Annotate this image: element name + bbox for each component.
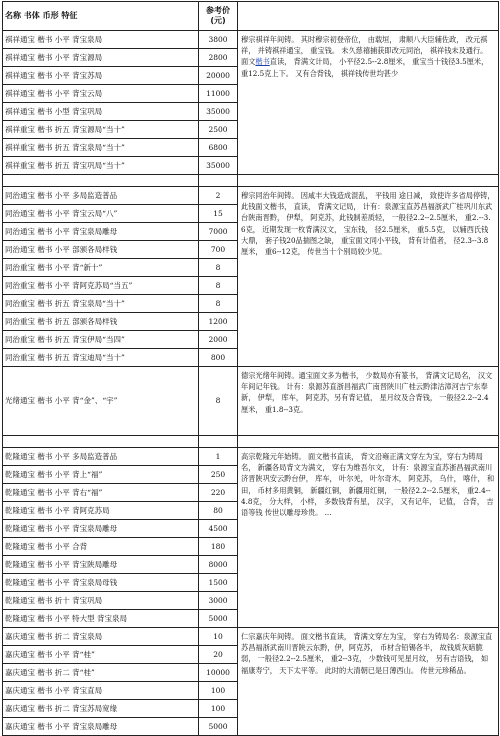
coin-price-cell: 35000 [199, 103, 238, 121]
coin-price-cell: 80 [199, 502, 238, 520]
coin-price-cell: 1500 [199, 574, 238, 592]
coin-name-cell: 乾隆通宝 楷书 小平 背右“福” [3, 484, 199, 502]
coin-price-cell: 10000 [199, 664, 238, 682]
coin-price-cell: 20 [199, 646, 238, 664]
coin-name-cell: 同治通宝 楷书 小平 部颁各局样钱 [3, 241, 199, 259]
coin-name-cell: 同治通宝 楷书 小平 背宝泉局雕母 [3, 223, 199, 241]
coin-name-cell: 祺祥重宝 楷书 折五 背宝巩局“当十” [3, 157, 199, 175]
coin-name-cell: 乾隆通宝 楷书 小平 背宝陕局雕母 [3, 556, 199, 574]
coin-name-cell: 同治重宝 楷书 折五 背宝迪局“当十” [3, 349, 199, 367]
header-price-label: 参考价 [206, 6, 230, 15]
coin-price-cell: 35000 [199, 157, 238, 175]
coin-name-cell: 嘉庆通宝 楷书 小平 背宝泉局雕母 [3, 718, 199, 736]
coin-name-cell: 同治通宝 楷书 小平 背宝云局“八” [3, 205, 199, 223]
description-link[interactable]: 楷书 [255, 57, 270, 67]
section-description [238, 31, 499, 175]
table-row [3, 187, 499, 205]
coin-price-cell: 6800 [199, 139, 238, 157]
coin-name-cell: 同治重宝 楷书 小平 背“新十” [3, 259, 199, 277]
coin-price-cell: 700 [199, 241, 238, 259]
coin-price-cell: 1 [199, 448, 238, 466]
coin-name-cell: 嘉庆通宝 楷书 小平 背“桂” [3, 646, 199, 664]
coin-name-cell: 祺祥通宝 楷书 小平 背宝云局 [3, 85, 199, 103]
coin-price-cell: 5000 [199, 610, 238, 628]
coin-price-cell: 11000 [199, 85, 238, 103]
coin-price-cell: 250 [199, 466, 238, 484]
coin-price-cell: 8 [199, 367, 238, 436]
table-row [3, 367, 499, 436]
coin-price-cell: 100 [199, 700, 238, 718]
coin-name-cell: 祺祥通宝 楷书 小型 背宝巩局 [3, 103, 199, 121]
coin-price-cell: 180 [199, 538, 238, 556]
coin-name-cell: 同治重宝 楷书 折五 部颁各局样钱 [3, 313, 199, 331]
coin-price-cell: 7000 [199, 223, 238, 241]
section-description: 德宗光绪年间铸。通宝面文多为楷书， 少数局亦有篆书， 背满文记局名， 汉文年间记年钱。 计有：泉源苏直浙昌福武广南晋陕川广桂云黔津沽漳河吉宁东奉新， 伊犁， 库车， 阿克苏，另有背记值， 星月纹及合背钱， 一般径2.2--2.4厘米， 重1.8--3克。 [238, 367, 499, 436]
coin-price-cell: 2500 [199, 121, 238, 139]
coin-name-cell: 同治重宝 楷书 折五 背宝伊局“当四” [3, 331, 199, 349]
coin-price-cell: 220 [199, 484, 238, 502]
description-text: 直读， 背满文计局， 小平径2.5--2.8厘米， 重宝当十钱径3.5厘米， 重12.5克上下。 又有合背钱， 祺祥钱传世均甚少 [241, 57, 489, 78]
coin-name-cell: 乾隆通宝 楷书 小平 多局监造普品 [3, 448, 199, 466]
coin-name-cell: 祺祥通宝 楷书 小平 背宝源局 [3, 49, 199, 67]
coin-price-cell: 20000 [199, 67, 238, 85]
table-row [3, 628, 499, 646]
coin-price-cell: 8 [199, 259, 238, 277]
spacer-row [3, 175, 499, 187]
description-text: 穆宗祺祥年间铸。 其时穆宗初登帝位， 由载垣， 肃顺八大臣辅佐政， 改元祺祥， 并铸祺祥通宝， 重宝钱。 未久慈禧捕获即改元同治， 祺祥钱未及通行。 面文 [241, 35, 488, 67]
coin-price-cell: 4500 [199, 520, 238, 538]
coin-price-cell: 1200 [199, 313, 238, 331]
table-row [3, 31, 499, 49]
header-desc-cell [238, 2, 499, 31]
coin-name-cell: 嘉庆通宝 楷书 折二 背宝泉局 [3, 628, 199, 646]
coin-price-cell: 8 [199, 277, 238, 295]
coin-name-cell: 嘉庆通宝 楷书 折二 背宝苏局宽缘 [3, 700, 199, 718]
header-price-unit: (元) [210, 16, 226, 25]
coin-name-cell: 乾隆通宝 楷书 小平 背阿克苏局 [3, 502, 199, 520]
table-row [3, 448, 499, 466]
coin-name-cell: 同治重宝 楷书 小平 背阿克苏局“当五” [3, 277, 199, 295]
coin-price-table [2, 1, 499, 736]
coin-name-cell: 祺祥通宝 楷书 小平 背宝泉局 [3, 31, 199, 49]
coin-price-cell: 2000 [199, 331, 238, 349]
coin-name-cell: 乾隆通宝 楷书 小平 合背 [3, 538, 199, 556]
coin-name-cell: 祺祥通宝 楷书 小平 背宝苏局 [3, 67, 199, 85]
header-price-cell [199, 2, 238, 31]
spacer-row [3, 436, 499, 448]
coin-name-cell: 乾隆通宝 楷书 折十 背宝巩局 [3, 592, 199, 610]
coin-name-cell: 嘉庆通宝 楷书 小平 背宝直局 [3, 682, 199, 700]
coin-price-cell: 10 [199, 628, 238, 646]
section-description: 仁宗嘉庆年间铸。 面文楷书直读， 背满文穿左为宝， 穿右为铸局名：泉源宝直苏昌福浙武南川晋陕云东黔，伊，阿克苏， 币材含铅锡各半， 故钱质灰暗脆弱， 一般径2.2--2.5厘米， 重2--3克， 少数钱可见星月纹， 另有吉语钱， 如福康寿宁， 天下太平等。 此时的大清朝已是日薄西山。 传世元珍稀品。 [238, 628, 499, 736]
coin-price-cell: 2 [199, 187, 238, 205]
table-header-row [3, 2, 499, 31]
coin-name-cell: 乾隆通宝 楷书 小平 背上“福” [3, 466, 199, 484]
coin-price-cell: 3800 [199, 31, 238, 49]
header-name-cell: 名称 书体 币形 特征 [3, 2, 199, 31]
section-description: 穆宗同治年间铸。 因咸丰大钱造成混乱， 平钱用 途日减， 致使许多省局停铸， 此钱面文楷书， 直读， 背满文记局， 计有：泉源宝直苏昌福浙武广桂巩川东武台陕南晋黔， 伊犁， 阿克苏，此钱制差质轻， 一般径2.2--2.5厘米， 重2.--3.6克， 近期发现一枚背满汉文， 宝东钱， 径2.5厘米， 重5.5克， 以辅西氏钱大鼎， 套子钱20品揣图之缺， 重宝面文同小平钱， 背有计值者， 径2.3--3.8厘米， 重6--12克， 传世当十个别局较少见。 [238, 187, 499, 367]
coin-price-cell: 100 [199, 682, 238, 700]
coin-price-cell: 800 [199, 349, 238, 367]
coin-name-cell: 同治重宝 楷书 折五 背宝泉局“当十” [3, 295, 199, 313]
coin-name-cell: 乾隆通宝 楷书 小平 背宝泉局雕母 [3, 520, 199, 538]
coin-price-cell: 2800 [199, 49, 238, 67]
coin-name-cell: 光绪通宝 楷书 小平 背“金”、“宇” [3, 367, 199, 436]
coin-price-cell: 5000 [199, 718, 238, 736]
coin-name-cell: 祺祥重宝 楷书 折五 背宝泉局“当十” [3, 139, 199, 157]
coin-name-cell: 嘉庆通宝 楷书 折二 背“桂” [3, 664, 199, 682]
coin-price-cell: 8000 [199, 556, 238, 574]
coin-name-cell: 祺祥重宝 楷书 折五 背宝源局“当十” [3, 121, 199, 139]
section-description: 高宗乾隆元年始铸。 面文楷书直读， 背文沿雍正满文穿左为宝，穿右为铸局名， 新疆各局背文为满文， 穿右为维吾尔文， 计有：泉源宝直苏浙昌福武南川济晋陕巩安云黔台伊， 库车， 叶尔羌， 叶尔奇木， 阿克苏， 乌什， 喀什， 和田， 币材多用黄铜， 新疆红铜， 新疆用红铜， 一般径2.2--2.5厘米， 重2.4--4.8克， 分大样， 小样， 多数钱背有星， 汉字， 又有记年， 记值， 合背， 吉语等钱 传世以雕母珍贵。 ... [238, 448, 499, 628]
coin-price-cell: 3000 [199, 592, 238, 610]
coin-name-cell: 乾隆通宝 楷书 小平 背宝泉局母钱 [3, 574, 199, 592]
coin-price-cell: 15 [199, 205, 238, 223]
coin-price-cell: 8 [199, 295, 238, 313]
coin-name-cell: 乾隆通宝 楷书 小平 特大型 背宝泉局 [3, 610, 199, 628]
coin-name-cell: 同治通宝 楷书 小平 多局监造普品 [3, 187, 199, 205]
